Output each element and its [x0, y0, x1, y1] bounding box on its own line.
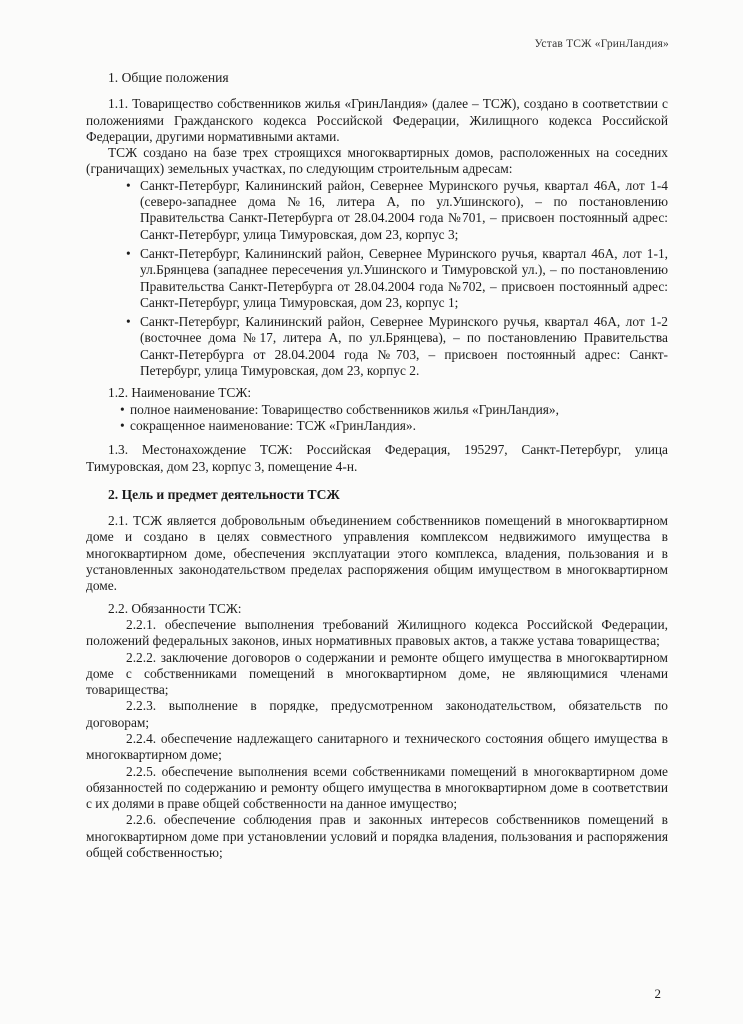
duty-item: 2.2.3. выполнение в порядке, предусмотренном законодательством, обязательств по договорам;	[86, 698, 668, 730]
paragraph-1-2-label: 1.2. Наименование ТСЖ:	[108, 385, 252, 401]
page-number: 2	[654, 986, 661, 1001]
duty-item: 2.2.4. обеспечение надлежащего санитарного и технического состояния общего имущества в многоквартирном доме;	[86, 730, 668, 763]
duty-item: 2.2.6. обеспечение соблюдения прав и законных интересов собственников помещений в многоквартирном доме при установлении условий и порядка владения, пользования и распоряжения общей собственностью;	[86, 812, 668, 861]
paragraph-2-2-label: 2.2. Обязанности ТСЖ:	[108, 600, 242, 616]
address-item: • Санкт-Петербург, Калининский район, Севернее Муринского ручья, квартал 46А, лот 1-1, ул.Брянцева (западнее пересечения ул.Ушинского и Тимуровской ул.), – по постановлению Правительства Санкт-Петербурга от 28.04.2004 года №702, – присвоен постоянный адрес: Санкт-Петербург, улица Тимуровская, дом 23, корпус 1;	[140, 246, 668, 311]
paragraph-2-1: 2.1. ТСЖ является добровольным объединением собственников помещений в многоквартирном доме и создано в целях совместного управления комплексом недвижимого имущества в многоквартирном доме, обеспечения эксплуатации этого комплекса, владения, пользования и в установленных законодательством пределах распоряжения общим имуществом в многоквартирном доме.	[86, 513, 668, 594]
name-list	[86, 402, 668, 435]
running-header: Устав ТСЖ «ГринЛандия»	[534, 38, 669, 50]
name-item: • полное наименование: Товарищество собственников жилья «ГринЛандия»,	[130, 402, 668, 418]
section-1-heading: 1. Общие положения	[108, 70, 229, 85]
paragraph-1-3: 1.3. Местонахождение ТСЖ: Российская Федерация, 195297, Санкт-Петербург, улица Тимуровская, дом 23, корпус 3, помещение 4-н.	[86, 442, 668, 474]
paragraph-addresses-intro: ТСЖ создано на базе трех строящихся многоквартирных домов, расположенных на соседних (граничащих) земельных участках, по следующим строительным адресам:	[86, 145, 668, 177]
duty-item: 2.2.1. обеспечение выполнения требований Жилищного кодекса Российской Федерации, положений федеральных законов, иных нормативных правовых актов, а также устава товарищества;	[86, 616, 668, 649]
document-body	[86, 70, 668, 861]
section-2-heading: 2. Цель и предмет деятельности ТСЖ	[108, 486, 340, 502]
duty-item: 2.2.2. заключение договоров о содержании и ремонте общего имущества в многоквартирном доме с собственниками помещений в многоквартирном доме, не являющимися членами товарищества;	[86, 649, 668, 698]
name-item: • сокращенное наименование: ТСЖ «ГринЛандия».	[130, 418, 668, 434]
address-item: • Санкт-Петербург, Калининский район, Севернее Муринского ручья, квартал 46А, лот 1-4 (северо-западнее дома №16, литера А, по ул.Ушинского), – по постановлению Правительства Санкт-Петербурга от 28.04.2004 года №701, – присвоен постоянный адрес: Санкт-Петербург, улица Тимуровская, дом 23, корпус 3;	[140, 178, 668, 243]
paragraph-1-1: 1.1. Товарищество собственников жилья «ГринЛандия» (далее – ТСЖ), создано в соответствии с положениями Гражданского кодекса Российской Федерации, Жилищного кодекса Российской Федерации, другими нормативными актами.	[86, 96, 668, 144]
address-list	[86, 178, 668, 380]
duty-item: 2.2.5. обеспечение выполнения всеми собственниками помещений в многоквартирном доме обязанностей по содержанию и ремонту общего имущества в многоквартирном доме в соответствии с их долями в праве общей собственности на данное имущество;	[86, 763, 668, 812]
address-item: • Санкт-Петербург, Калининский район, Севернее Муринского ручья, квартал 46А, лот 1-2 (восточнее дома №17, литера А, по ул.Брянцева), – по постановлению Правительства Санкт-Петербурга от 28.04.2004 года №703, – присвоен постоянный адрес: Санкт-Петербург, улица Тимуровская, дом 23, корпус 2.	[140, 314, 668, 379]
